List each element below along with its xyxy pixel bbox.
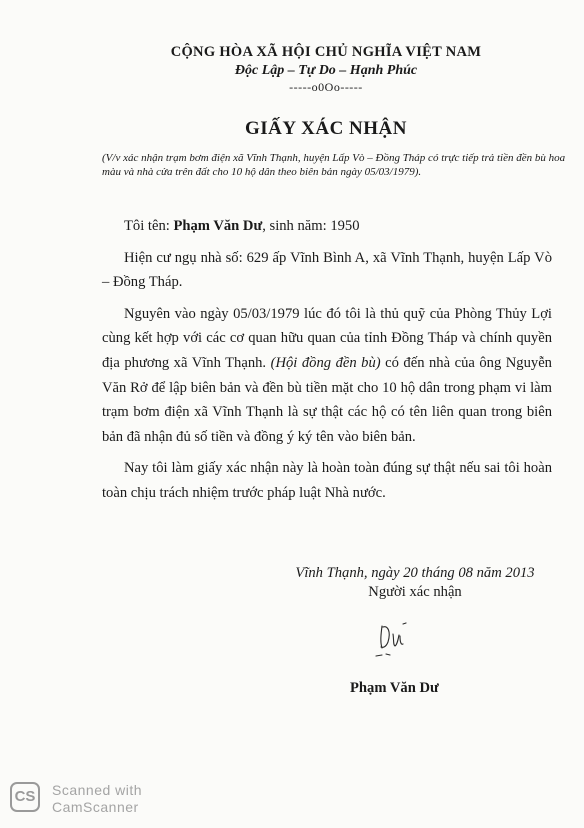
statement-part-2: có đến nhà của ông Nguyễn Văn Rở để lập biên bản và đền bù tiền mặt cho 10 hộ dân trong phạm vi làm trạm bơm điện xã Vĩnh Thạnh là sự thật các hộ có tên liên quan trong biên bản đã nhận đủ số tiền và đồng ý ký tên vào biên bản. xyxy=(102,354,552,445)
statement-part-1: Nguyên vào ngày 05/03/1979 lúc đó tôi là thủ quỹ của Phòng Thủy Lợi cùng kết hợp với các cơ quan hữu quan của tỉnh Đồng Tháp và chính quyền địa phương xã Vĩnh Thạnh. xyxy=(102,305,552,371)
document-body xyxy=(102,214,552,513)
paragraph-commitment: Nay tôi làm giấy xác nhận này là hoàn toàn đúng sự thật nếu sai tôi hoàn toàn chịu trách nhiệm trước pháp luật Nhà nước. xyxy=(102,460,552,501)
handwritten-signature xyxy=(368,612,428,662)
signer-role: Người xác nhận xyxy=(368,584,462,600)
watermark-line-2: CamScanner xyxy=(52,799,139,815)
document-subject: (V/v xác nhận trạm bơm điện xã Vĩnh Thạnh, huyện Lấp Vò – Đồng Tháp có trực tiếp trả tiền đền bù hoa màu và nhà cửa trên đất cho 10 hộ dân theo biên bản ngày 05/03/1979). xyxy=(102,152,566,178)
national-header xyxy=(0,44,584,95)
header-divider: -----o0Oo----- xyxy=(289,80,363,94)
paragraph-statement xyxy=(102,302,552,450)
nation-title: CỘNG HÒA XÃ HỘI CHỦ NGHĨA VIỆT NAM xyxy=(170,44,482,60)
identity-name: Phạm Văn Dư xyxy=(173,218,263,234)
identity-label: Tôi tên: xyxy=(124,218,174,234)
place-date: Vĩnh Thạnh, ngày 20 tháng 08 năm 2013 xyxy=(295,565,535,581)
document-title: GIẤY XÁC NHẬN xyxy=(244,118,408,139)
paragraph-address: Hiện cư ngụ nhà số: 629 ấp Vĩnh Bình A, xã Vĩnh Thạnh, huyện Lấp Vò – Đồng Tháp. xyxy=(102,249,552,291)
national-motto: Độc Lập – Tự Do – Hạnh Phúc xyxy=(234,63,418,78)
camscanner-logo-icon: CS xyxy=(10,782,40,812)
signer-name: Phạm Văn Dư xyxy=(350,680,439,696)
statement-council: (Hội đồng đền bù) xyxy=(270,354,381,371)
watermark-line-1: Scanned with xyxy=(52,782,143,798)
scanner-watermark xyxy=(52,782,142,816)
paragraph-identity xyxy=(102,214,552,239)
identity-birth-year: , sinh năm: 1950 xyxy=(262,218,360,234)
signature-block xyxy=(270,565,560,601)
